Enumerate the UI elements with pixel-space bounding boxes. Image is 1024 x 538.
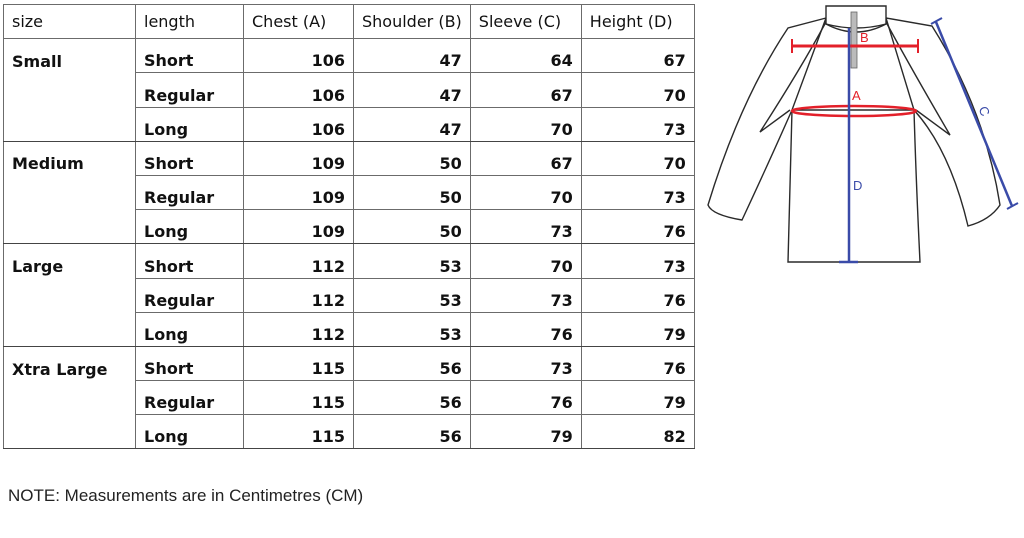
cell-chest: 109 xyxy=(244,175,354,209)
cell-shoulder: 53 xyxy=(354,244,471,278)
cell-height: 73 xyxy=(581,244,694,278)
header-size: size xyxy=(4,5,136,39)
cell-shoulder: 56 xyxy=(354,381,471,415)
cell-size xyxy=(4,73,136,107)
cell-length: Short xyxy=(136,244,244,278)
cell-sleeve: 64 xyxy=(470,39,581,73)
cell-chest: 112 xyxy=(244,312,354,346)
header-chest: Chest (A) xyxy=(244,5,354,39)
cell-height: 73 xyxy=(581,175,694,209)
cell-height: 76 xyxy=(581,210,694,244)
cell-length: Short xyxy=(136,141,244,175)
cell-size xyxy=(4,312,136,346)
cell-size: Xtra Large xyxy=(4,346,136,380)
cell-shoulder: 47 xyxy=(354,107,471,141)
label-c: C xyxy=(975,103,993,119)
cell-chest: 106 xyxy=(244,73,354,107)
cell-height: 82 xyxy=(581,415,694,449)
header-sleeve: Sleeve (C) xyxy=(470,5,581,39)
cell-sleeve: 73 xyxy=(470,210,581,244)
cell-length: Long xyxy=(136,415,244,449)
cell-size: Small xyxy=(4,39,136,73)
table-row xyxy=(4,141,695,175)
cell-height: 73 xyxy=(581,107,694,141)
cell-size: Large xyxy=(4,244,136,278)
cell-sleeve: 70 xyxy=(470,175,581,209)
cell-shoulder: 50 xyxy=(354,175,471,209)
cell-chest: 115 xyxy=(244,381,354,415)
header-shoulder: Shoulder (B) xyxy=(354,5,471,39)
table-row xyxy=(4,346,695,380)
cell-chest: 106 xyxy=(244,39,354,73)
table-row xyxy=(4,107,695,141)
cell-sleeve: 67 xyxy=(470,73,581,107)
cell-height: 67 xyxy=(581,39,694,73)
cell-height: 79 xyxy=(581,381,694,415)
cell-shoulder: 50 xyxy=(354,210,471,244)
cell-size xyxy=(4,278,136,312)
cell-size xyxy=(4,381,136,415)
cell-shoulder: 53 xyxy=(354,312,471,346)
cell-height: 76 xyxy=(581,346,694,380)
table-row xyxy=(4,73,695,107)
cell-sleeve: 73 xyxy=(470,278,581,312)
table-row xyxy=(4,312,695,346)
header-length: length xyxy=(136,5,244,39)
cell-length: Regular xyxy=(136,278,244,312)
cell-sleeve: 76 xyxy=(470,312,581,346)
cell-sleeve: 67 xyxy=(470,141,581,175)
label-a: A xyxy=(852,88,861,103)
cell-length: Regular xyxy=(136,73,244,107)
cell-shoulder: 47 xyxy=(354,73,471,107)
label-d: D xyxy=(853,178,863,193)
cell-chest: 106 xyxy=(244,107,354,141)
cell-chest: 112 xyxy=(244,244,354,278)
cell-chest: 109 xyxy=(244,210,354,244)
cell-chest: 112 xyxy=(244,278,354,312)
cell-length: Long xyxy=(136,107,244,141)
measurement-note: NOTE: Measurements are in Centimetres (CM) xyxy=(8,486,364,505)
cell-chest: 109 xyxy=(244,141,354,175)
cell-length: Regular xyxy=(136,175,244,209)
cell-size: Medium xyxy=(4,141,136,175)
cell-sleeve: 70 xyxy=(470,107,581,141)
size-chart-table xyxy=(3,4,695,449)
cell-size xyxy=(4,210,136,244)
cell-length: Long xyxy=(136,312,244,346)
garment-diagram xyxy=(700,0,1024,275)
cell-shoulder: 47 xyxy=(354,39,471,73)
cell-sleeve: 73 xyxy=(470,346,581,380)
table-row xyxy=(4,244,695,278)
cell-height: 79 xyxy=(581,312,694,346)
cell-shoulder: 50 xyxy=(354,141,471,175)
cell-chest: 115 xyxy=(244,346,354,380)
table-header-row xyxy=(4,5,695,39)
cell-size xyxy=(4,415,136,449)
header-height: Height (D) xyxy=(581,5,694,39)
cell-shoulder: 53 xyxy=(354,278,471,312)
table-row xyxy=(4,381,695,415)
jacket-outline xyxy=(708,6,1000,262)
cell-length: Long xyxy=(136,210,244,244)
table-row xyxy=(4,175,695,209)
cell-sleeve: 70 xyxy=(470,244,581,278)
cell-height: 70 xyxy=(581,141,694,175)
label-b: B xyxy=(860,30,869,45)
table-row xyxy=(4,210,695,244)
cell-height: 70 xyxy=(581,73,694,107)
cell-chest: 115 xyxy=(244,415,354,449)
table-row xyxy=(4,39,695,73)
table-row xyxy=(4,278,695,312)
cell-sleeve: 76 xyxy=(470,381,581,415)
table-row xyxy=(4,415,695,449)
cell-shoulder: 56 xyxy=(354,415,471,449)
cell-length: Regular xyxy=(136,381,244,415)
cell-shoulder: 56 xyxy=(354,346,471,380)
cell-height: 76 xyxy=(581,278,694,312)
cell-length: Short xyxy=(136,346,244,380)
cell-sleeve: 79 xyxy=(470,415,581,449)
cell-length: Short xyxy=(136,39,244,73)
cell-size xyxy=(4,175,136,209)
cell-size xyxy=(4,107,136,141)
